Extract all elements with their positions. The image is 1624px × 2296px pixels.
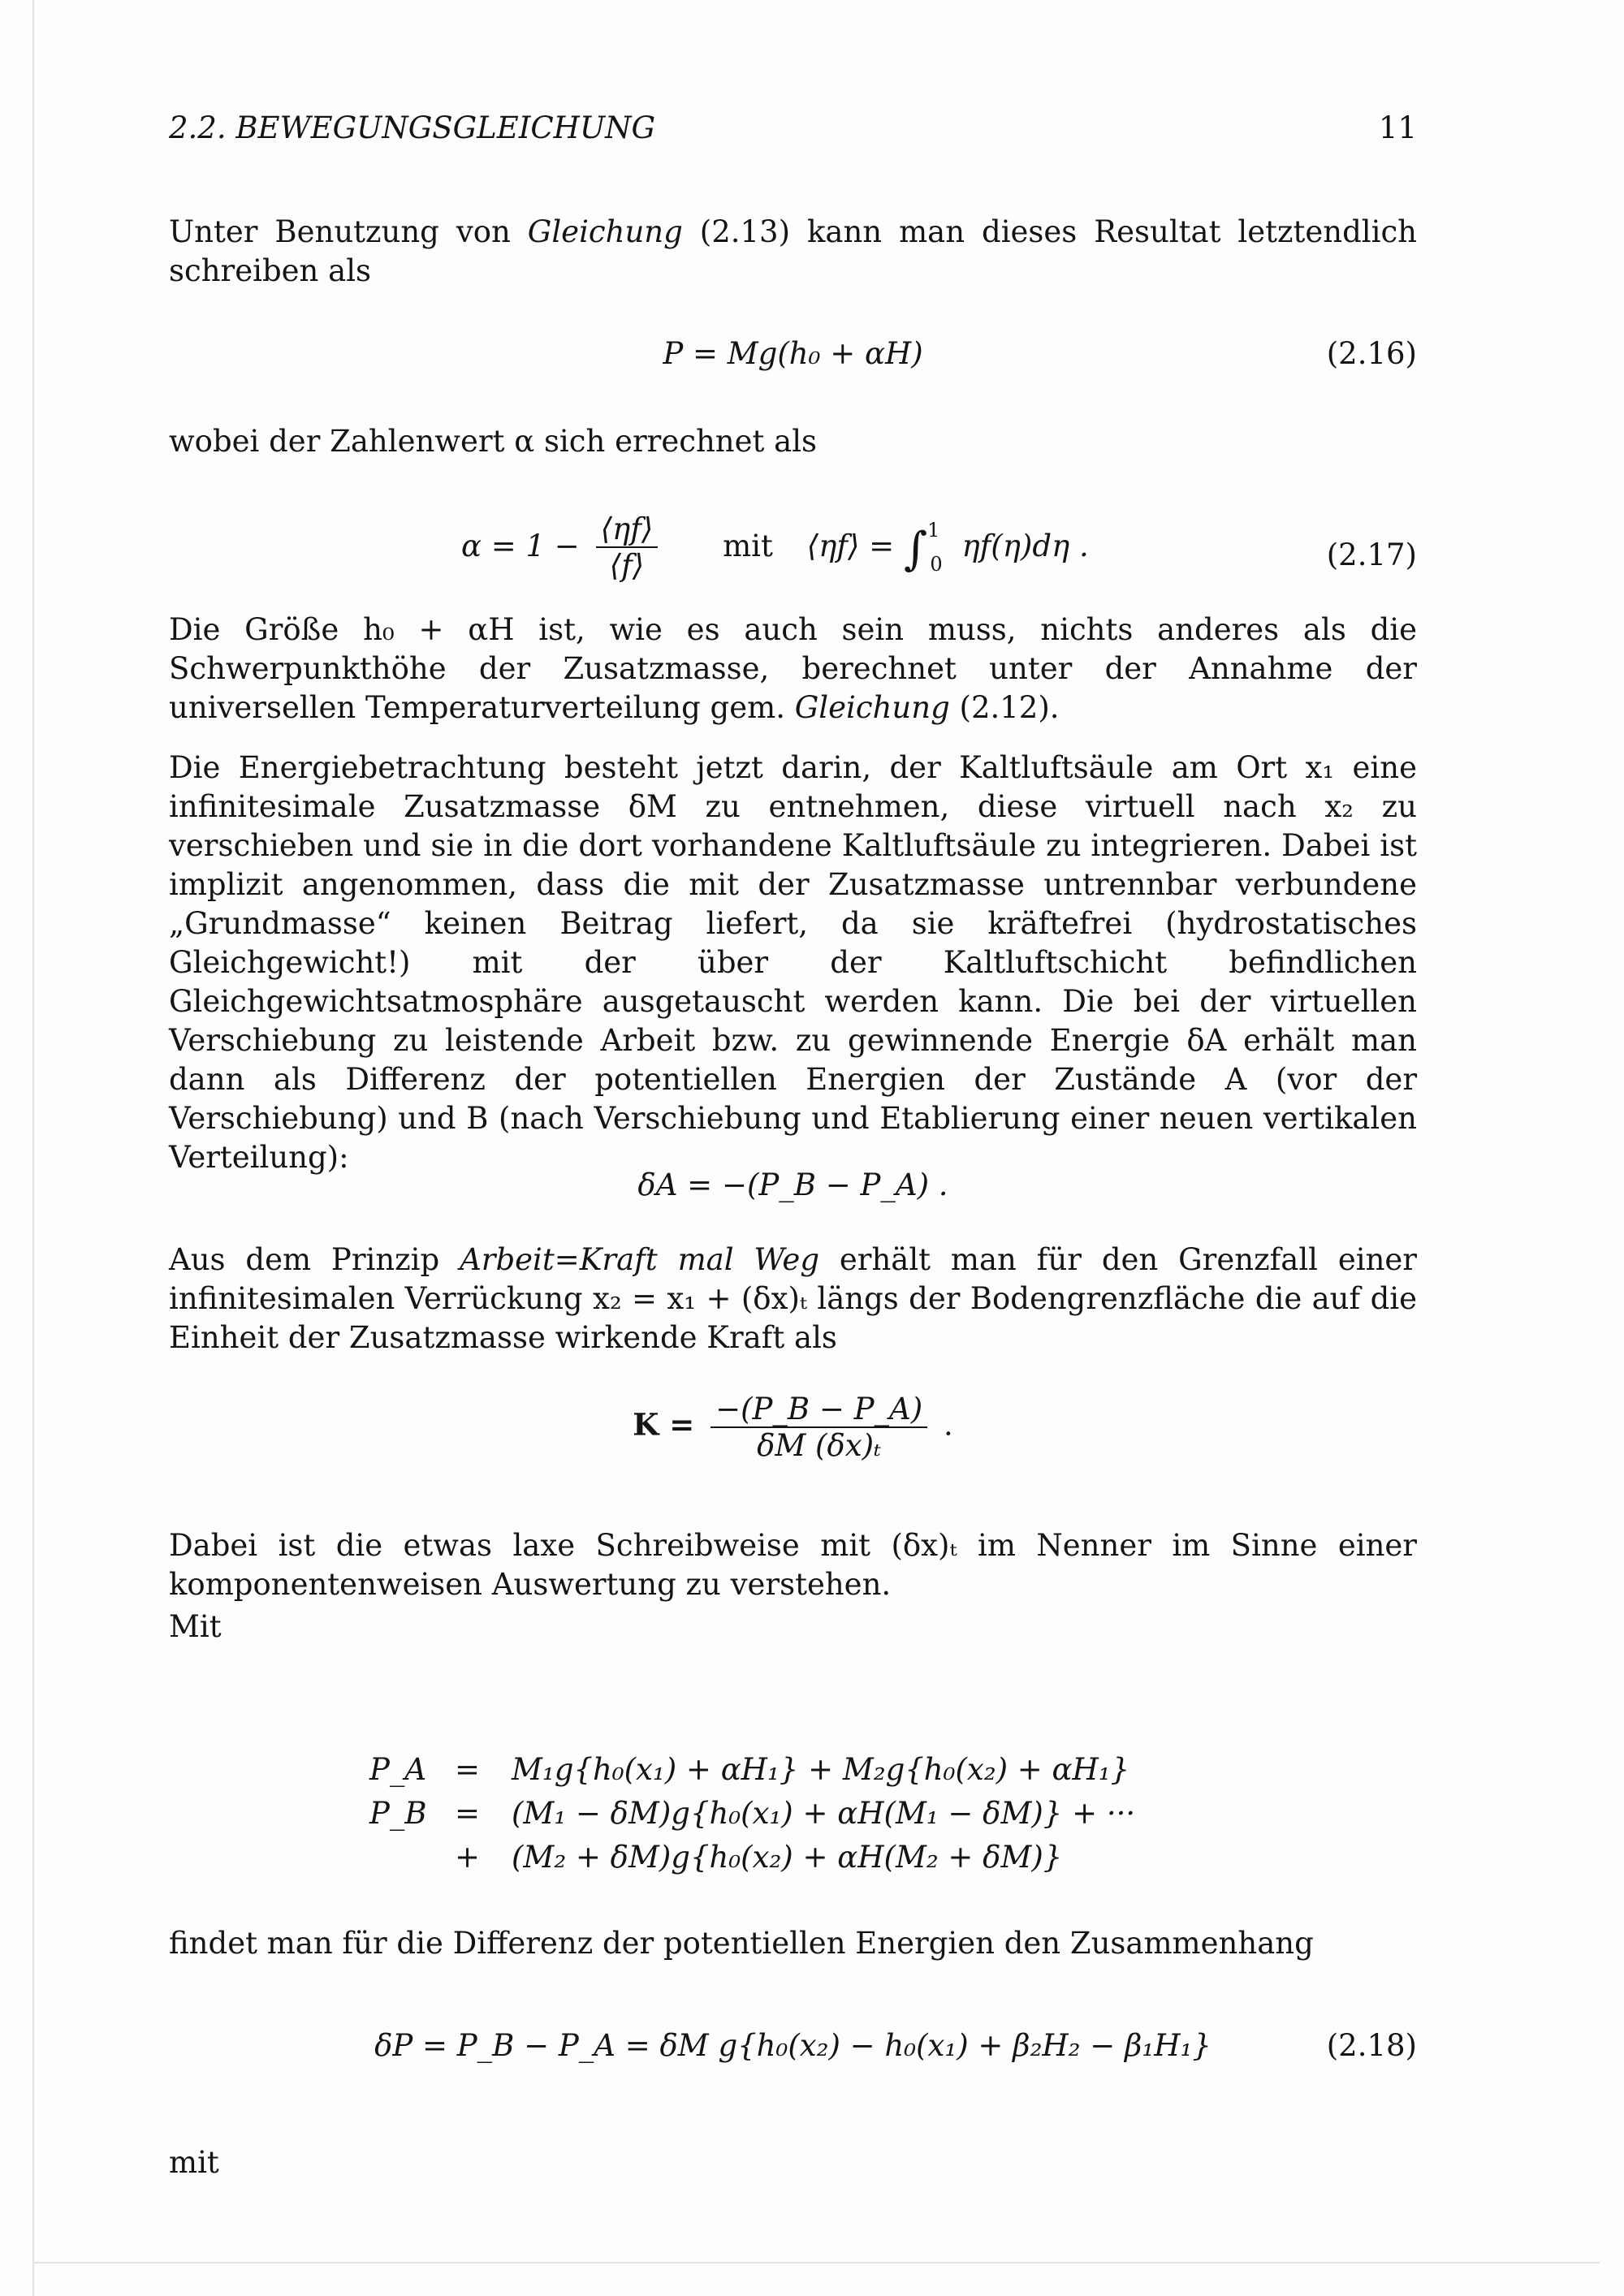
equation-reference: Gleichung bbox=[527, 214, 683, 249]
equation-delta-A bbox=[169, 1167, 1417, 1216]
equation-number: (2.17) bbox=[1326, 537, 1417, 572]
fraction: $\frac{-(P\_B - P\_A)}{\text{δM (δx)ₜ}}$ bbox=[710, 1392, 927, 1463]
equation-2-17 bbox=[169, 511, 1417, 585]
equation-2-18 bbox=[169, 2028, 1417, 2077]
equation-number: (2.18) bbox=[1326, 2028, 1417, 2063]
paragraph-intro: Unter Benutzung von Gleichung (2.13) kann man dieses Resultat letztendlich schreiben als bbox=[169, 214, 1417, 288]
principle-reference: Arbeit=Kraft mal Weg bbox=[460, 1242, 820, 1277]
equation-body: P = Mg(h₀ + αH) bbox=[663, 336, 923, 371]
equation-number: (2.16) bbox=[1326, 336, 1417, 371]
fraction: $\frac{⟨\eta f⟩}{⟨f⟩}$ bbox=[596, 511, 659, 583]
paragraph-alpha-intro: wobei der Zahlenwert α sich errechnet als bbox=[169, 424, 818, 459]
section-title: 2.2. BEWEGUNGSGLEICHUNG bbox=[169, 110, 656, 145]
equation-2-16 bbox=[169, 336, 1417, 385]
running-header bbox=[169, 110, 1417, 151]
paragraph-energy-consideration: Die Energiebetrachtung besteht jetzt darin, der Kaltluftsäule am Ort x₁ eine infinitesimale Zusatzmasse δM zu entnehmen, diese virtuell nach x₂ zu verschieben und sie in die dort vorhandene Kaltluftsäule zu integrieren. Dabei ist implizit angenommen, dass die mit der Zusatzmasse untrennbar verbundene „Grundmasse“ keinen Beitrag liefert, da sie kräftefrei (hydrostatisches Gleichgewicht!) mit der über der Kaltluftschicht befindlichen Gleichgewichtsatmosphäre ausgetauscht werden kann. Die bei der virtuellen Verschiebung zu leistende Arbeit bzw. zu gewinnende Energie δA erhält man dann als Differenz der potentiellen Energien der Zustände A (vor der Verschiebung) und B (nach Verschiebung und Etablierung einer neuen vertikalen Verteilung): bbox=[169, 750, 1417, 1175]
paragraph-mit-final: mit bbox=[169, 2145, 219, 2180]
paragraph-difference: findet man für die Differenz der potentiellen Energien den Zusammenhang bbox=[169, 1926, 1314, 1961]
paragraph-mit: Mit bbox=[169, 1609, 222, 1644]
equation-body: K = $\frac{-(P\_B - P\_A)}{\text{δM (δx)ₜ}}$ . bbox=[633, 1392, 953, 1463]
scan-margin-line bbox=[32, 0, 34, 2296]
equation-reference: Gleichung bbox=[794, 690, 950, 725]
paragraph-work-force: Aus dem Prinzip Arbeit=Kraft mal Weg erhält man für den Grenzfall einer infinitesimalen Verrückung x₂ = x₁ + (δx)ₜ längs der Bodengrenzfläche die auf die Einheit der Zusatzmasse wirkende Kraft als bbox=[169, 1242, 1417, 1355]
equation-body: α = 1 − $\frac{⟨\eta f⟩}{⟨f⟩}$ mit ⟨ηf⟩ = ∫$^1_0$ ηf(η)dη . bbox=[461, 511, 1089, 583]
paragraph-center-of-mass: Die Größe h₀ + αH ist, wie es auch sein muss, nichts anderes als die Schwerpunkthöhe der Zusatzmasse, berechnet unter der Annahme der universellen Temperaturverteilung gem. Gleichung (2.12). bbox=[169, 612, 1417, 725]
equation-body: δP = P_B − P_A = δM g{h₀(x₂) − h₀(x₁) + β₂H₂ − β₁H₁} bbox=[374, 2028, 1212, 2063]
scan-bottom-line bbox=[32, 2262, 1600, 2264]
integral-sign: ∫ bbox=[903, 523, 928, 576]
paragraph-notation: Dabei ist die etwas laxe Schreibweise mit (δx)ₜ im Nenner im Sinne einer komponentenweisen Auswertung zu verstehen. bbox=[169, 1528, 1417, 1602]
equation-body: δA = −(P_B − P_A) . bbox=[637, 1167, 948, 1202]
page-number: 11 bbox=[1378, 110, 1417, 145]
equation-K bbox=[169, 1392, 1417, 1481]
